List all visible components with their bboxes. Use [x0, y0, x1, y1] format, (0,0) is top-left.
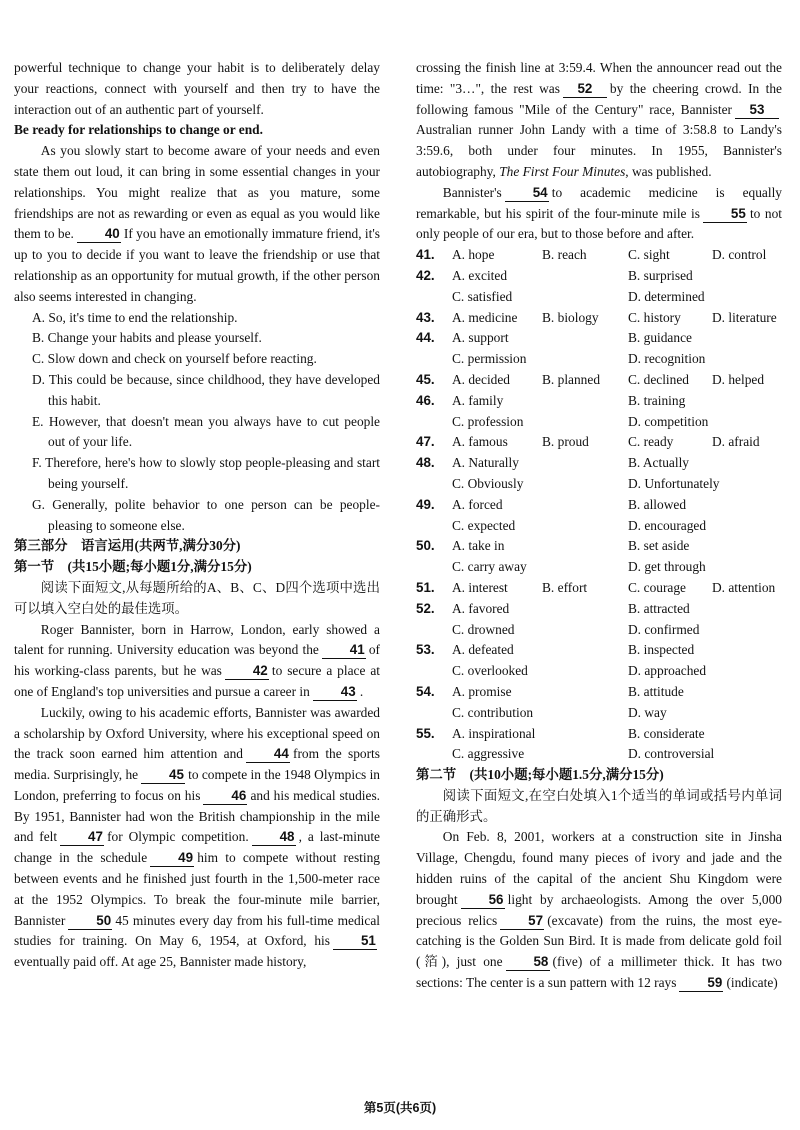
- question-number: 51.: [416, 579, 435, 595]
- option-b: B. considerate: [628, 725, 705, 741]
- question-row: [416, 703, 782, 724]
- option-d: D. controversial: [628, 746, 715, 762]
- question-row: [416, 620, 782, 641]
- option-item: D. This could be because, since childhood, they have developed this habit.: [32, 371, 380, 408]
- question-row: [416, 474, 782, 495]
- option-d: D. way: [628, 704, 667, 720]
- left-column: [14, 58, 380, 973]
- option-a: A. forced: [452, 496, 503, 512]
- spacer: [416, 349, 452, 370]
- question-row: [416, 370, 782, 391]
- option-a: A. medicine: [452, 309, 518, 325]
- blank-46: 46: [203, 788, 247, 805]
- passage-paragraph: crossing the finish line at 3:59.4. When the announcer read out the time: "3…", the rest was 52 by the cheering crowd. In the following famous "Mile of the Century" race, Bannister 53Australian runner John Landy with a time of 3:58.8 to Landy's 3:59.6, both under four minutes. In 1955, Bannister's autobiography, The First Four Minutes, was published.: [416, 60, 782, 179]
- question-row: [416, 412, 782, 433]
- question-number: 46.: [416, 392, 435, 408]
- option-item: G. Generally, polite behavior to one person can be people-pleasing to someone else.: [32, 496, 380, 533]
- blank-48: 48: [252, 829, 296, 846]
- passage-paragraph: Luckily, owing to his academic efforts, Bannister was awarded a scholarship by Oxford University, where his exceptional speed on the track soon earned him attention and 44 from the sports media. Surprisingly, he 45 to compete in the 1948 Olympics in London, preferring to focus on his 46 and his medical studies. By 1951, Bannister had won the British championship in the mile and felt 47 for Olympic competition. 48 , a last-minute change in the schedule 49 him to compete without resting between events and he finished just fourth in the 1,500-meter race at the 1952 Olympics. To break the four-minute mile barrier, Bannister 50 45 minutes every day from his full-time medical studies for training. On May 6, 1954, at Oxford, his 51eventually paid off. At age 25, Bannister made history,: [14, 704, 381, 970]
- blank-53: 53: [735, 102, 779, 119]
- question-number: 54.: [416, 683, 435, 699]
- question-row: [416, 661, 782, 682]
- option-a: A. family: [452, 392, 504, 408]
- blank-59: 59: [679, 975, 723, 992]
- option-c: C. profession: [452, 413, 524, 429]
- option-a: A. excited: [452, 267, 508, 283]
- option-a: A. decided: [452, 371, 511, 387]
- passage-paragraph: powerful technique to change your habit is to deliberately delay your reactions, connect with yourself and then try to have the interaction out of an authentic part of yourself.: [14, 60, 380, 117]
- right-column: [416, 58, 782, 994]
- option-b: B. planned: [542, 371, 601, 387]
- option-d: D. afraid: [712, 434, 760, 450]
- blank-49: 49: [150, 850, 194, 867]
- option-d: D. approached: [628, 663, 707, 679]
- option-list: [14, 308, 380, 537]
- blank-45: 45: [141, 767, 185, 784]
- question-row: [416, 682, 782, 703]
- option-c: C. contribution: [452, 704, 534, 720]
- question-row: [416, 557, 782, 578]
- option-a: A. Naturally: [452, 455, 519, 471]
- spacer: [416, 703, 452, 724]
- passage-paragraph: As you slowly start to become aware of your needs and even state them out loud, it can bring in some essential changes in your relationships. You might realize that as you mature, some friendships are not as rewarding or even as equal as you would like them to be. 40 If you have an emotionally immature friend, it's up to you to decide if you want to leave the friendship or use that relationship as an opportunity for mutual growth, if the other person also seems interested in changing.: [14, 143, 380, 304]
- part-heading: 第三部分 语言运用(共两节,满分30分): [14, 538, 241, 554]
- option-item: C. Slow down and check on yourself before reacting.: [32, 351, 317, 367]
- option-b: B. proud: [542, 434, 589, 450]
- question-number: 55.: [416, 725, 435, 741]
- blank-51: 51: [333, 933, 377, 950]
- passage-paragraph: Roger Bannister, born in Harrow, London, early showed a talent for running. University education was beyond the 41 of his working-class parents, but he was 42 to secure a place at one of England's top universities and pursue a career in 43 .: [14, 621, 380, 699]
- option-c: C. carry away: [452, 559, 527, 575]
- option-b: B. allowed: [628, 496, 687, 512]
- book-title: The First Four Minutes: [499, 163, 626, 179]
- blank-47: 47: [60, 829, 104, 846]
- page-footer: 第5页(共6页): [363, 1101, 437, 1115]
- option-a: A. defeated: [452, 642, 514, 658]
- option-c: C. history: [628, 309, 681, 325]
- option-item: F. Therefore, here's how to slowly stop people-pleasing and start being yourself.: [32, 455, 380, 491]
- spacer: [416, 661, 452, 682]
- question-row: [416, 391, 782, 412]
- option-d: D. competition: [628, 413, 709, 429]
- question-number: 43.: [416, 309, 435, 325]
- option-d: D. recognition: [628, 351, 706, 367]
- option-d: D. helped: [712, 371, 765, 387]
- question-row: [416, 536, 782, 557]
- blank-52: 52: [563, 81, 607, 98]
- option-b: B. guidance: [628, 330, 692, 346]
- option-c: C. expected: [452, 517, 516, 533]
- option-b: B. biology: [542, 309, 599, 325]
- blank-42: 42: [225, 663, 269, 680]
- option-a: A. interest: [452, 579, 508, 595]
- option-c: C. sight: [628, 247, 670, 263]
- spacer: [416, 516, 452, 537]
- option-a: A. hope: [452, 247, 495, 263]
- option-a: A. support: [452, 330, 509, 346]
- blank-57: 57: [500, 913, 544, 930]
- blank-41: 41: [322, 642, 366, 659]
- question-row: [416, 516, 782, 537]
- question-number: 52.: [416, 600, 435, 616]
- blank-40: 40: [77, 226, 121, 243]
- blank-50: 50: [68, 913, 112, 930]
- question-row: [416, 266, 782, 287]
- option-c: C. overlooked: [452, 663, 528, 679]
- question-row: [416, 744, 782, 765]
- option-d: D. confirmed: [628, 621, 700, 637]
- instruction: 阅读下面短文,从每题所给的A、B、C、D四个选项中选出可以填入空白处的最佳选项。: [14, 579, 380, 616]
- question-row: [416, 245, 782, 266]
- section-heading: Be ready for relationships to change or end.: [14, 122, 263, 138]
- question-number: 42.: [416, 267, 435, 283]
- option-c: C. drowned: [452, 621, 515, 637]
- question-number: 47.: [416, 434, 435, 450]
- question-row: [416, 328, 782, 349]
- question-number: 41.: [416, 247, 435, 263]
- option-b: B. effort: [542, 579, 588, 595]
- question-row: [416, 599, 782, 620]
- option-b: B. reach: [542, 247, 587, 263]
- question-row: [416, 308, 782, 329]
- spacer: [416, 412, 452, 433]
- section-heading: 第二节 (共10小题;每小题1.5分,满分15分): [416, 767, 664, 783]
- option-c: C. satisfied: [452, 288, 513, 304]
- section-heading: 第一节 (共15小题;每小题1分,满分15分): [14, 559, 252, 575]
- option-item: B. Change your habits and please yourself.: [32, 330, 262, 346]
- option-b: B. Actually: [628, 455, 689, 471]
- option-b: B. set aside: [628, 538, 690, 554]
- option-d: D. attention: [712, 579, 776, 595]
- option-c: C. ready: [628, 434, 674, 450]
- option-c: C. Obviously: [452, 475, 524, 491]
- spacer: [416, 557, 452, 578]
- blank-44: 44: [246, 746, 290, 763]
- question-number: 44.: [416, 330, 435, 346]
- question-row: [416, 640, 782, 661]
- blank-54: 54: [505, 185, 549, 202]
- spacer: [416, 287, 452, 308]
- option-item: A. So, it's time to end the relationship.: [32, 309, 238, 325]
- spacer: [416, 744, 452, 765]
- question-row: [416, 287, 782, 308]
- question-row: [416, 453, 782, 474]
- question-row: [416, 724, 782, 745]
- option-a: A. promise: [452, 683, 512, 699]
- blank-56: 56: [461, 892, 505, 909]
- spacer: [416, 474, 452, 495]
- option-d: D. literature: [712, 309, 777, 325]
- option-d: D. Unfortunately: [628, 475, 720, 491]
- question-row: [416, 432, 782, 453]
- option-c: C. declined: [628, 371, 689, 387]
- passage-paragraph: On Feb. 8, 2001, workers at a construction site in Jinsha Village, Chengdu, found many pieces of ivory and jade and the hidden ruins of the capital of the ancient Shu Kingdom were brought 56 light by archaeologists. Among the over 5,000 precious relics 57 (excavate) from the ruins, the most eye-catching is the Golden Sun Bird. It is made from delicate gold foil (箔), just one 58 (five) of a millimeter thick. It has two sections: The center is a sun pattern with 12 rays 59 (indicate): [416, 829, 782, 991]
- instruction: 阅读下面短文,在空白处填入1个适当的单词或括号内单词的正确形式。: [416, 787, 782, 824]
- option-c: C. courage: [628, 579, 687, 595]
- question-number: 48.: [416, 455, 435, 471]
- blank-55: 55: [703, 206, 747, 223]
- option-d: D. control: [712, 247, 767, 263]
- option-b: B. surprised: [628, 267, 693, 283]
- question-number: 50.: [416, 538, 435, 554]
- blank-58: 58: [506, 954, 550, 971]
- question-number: 53.: [416, 642, 435, 658]
- option-b: B. attracted: [628, 600, 690, 616]
- question-row: [416, 578, 782, 599]
- option-item: E. However, that doesn't mean you always have to cut people out of your life.: [32, 413, 380, 450]
- option-b: B. inspected: [628, 642, 695, 658]
- question-options-table: [416, 245, 782, 765]
- option-d: D. encouraged: [628, 517, 707, 533]
- option-c: C. aggressive: [452, 746, 525, 762]
- option-d: D. determined: [628, 288, 705, 304]
- question-row: [416, 495, 782, 516]
- option-a: A. inspirational: [452, 725, 536, 741]
- question-number: 45.: [416, 371, 435, 387]
- blank-43: 43: [313, 684, 357, 701]
- option-d: D. get through: [628, 559, 706, 575]
- option-a: A. favored: [452, 600, 510, 616]
- passage-paragraph: Bannister's 54 to academic medicine is equally remarkable, but his spirit of the four-minute mile is 55 to not only people of our era, but to those before and after.: [416, 184, 782, 242]
- option-b: B. training: [628, 392, 686, 408]
- option-a: A. take in: [452, 538, 505, 554]
- option-a: A. famous: [452, 434, 508, 450]
- question-number: 49.: [416, 496, 435, 512]
- spacer: [416, 620, 452, 641]
- option-b: B. attitude: [628, 683, 684, 699]
- question-row: [416, 349, 782, 370]
- option-c: C. permission: [452, 351, 527, 367]
